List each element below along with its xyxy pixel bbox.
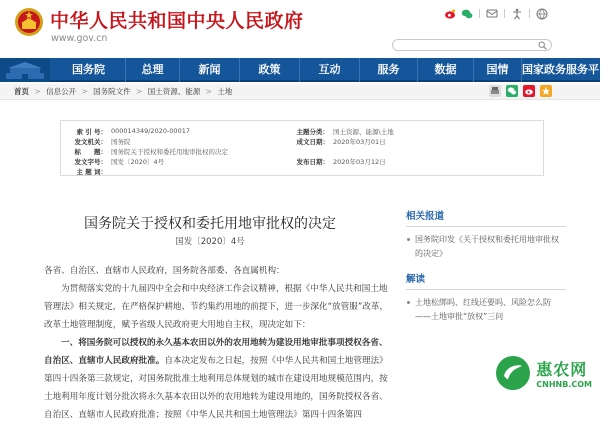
breadcrumb-land[interactable]: 土地 [217,87,233,96]
breadcrumb-state-council-docs[interactable]: 国务院文件 [93,87,131,96]
meta-row [61,147,543,155]
document-meta-table [60,120,544,176]
sidebar [406,208,566,332]
article-paragraph: 为贯彻落实党的十九届四中全会和中央经济工作会议精神，根据《中华人民共和国土地管理法》相关规定，在严格保护耕地、节约集约用地的前提下，进一步深化“放管服”改革，改革土地管理制度，赋予省级人民政府更大用地自主权，现决定如下： [44,284,389,330]
breadcrumb-land-energy[interactable]: 国土资源、能源 [147,87,201,96]
nav-item-national-info[interactable]: 国情 [474,58,522,82]
print-icon[interactable] [489,85,501,97]
nav-item-premier[interactable]: 总理 [126,58,180,82]
interpretation-link[interactable] [406,296,566,324]
wechat-icon[interactable] [461,8,473,20]
nav-item-state-council[interactable]: 国务院 [52,58,126,82]
english-icon[interactable] [536,8,548,20]
bullet-icon [407,238,410,241]
share-bar [489,85,552,97]
meta-issuer-value: 国务院 [111,138,131,146]
interpretation-heading: 解读 [406,271,566,290]
meta-created-label: 成文日期： [296,138,329,146]
meta-title-value: 国务院关于授权和委托用地审批权的决定 [111,148,228,156]
interpretation-text[interactable]: 土地松绑吗、红线还要吗、风险怎么防——土地审批“放权”三问 [415,298,551,321]
search-input[interactable] [392,39,552,51]
meta-row [61,157,543,165]
meta-created-value: 2020年03月01日 [333,138,386,146]
tiananmen-icon [0,58,50,82]
meta-subject-value: 国土资源、能源\土地 [333,128,394,136]
tool-divider: | [477,9,481,19]
meta-subject-label: 主题分类： [296,128,329,136]
article-title: 国务院关于授权和委托用地审批权的决定 [84,216,336,232]
meta-published-value: 2020年03月12日 [333,158,386,166]
site-header [0,0,600,58]
nav-item-services[interactable]: 服务 [360,58,418,82]
nav-home-block[interactable] [0,58,50,82]
article-section-body: 自本决定发布之日起，按照《中华人民共和国土地管理法》第四十四条第三款规定，对国务院批准土地利用总体规划的城市在建设用地规模范围内，按土地利用年度计划分批次将永久基本农田以外的农用地转为建设用地的，国务院授权各省、自治区、直辖市人民政府批准；按照《中华人民共和国土地管理法》第四十四条第四 [44,356,388,420]
nav-item-news[interactable]: 新闻 [180,58,240,82]
article-doc-number: 国发〔2020〕4号 [175,237,245,247]
meta-row [61,167,543,175]
meta-published-label: 发布日期： [296,158,329,166]
national-emblem-icon[interactable] [14,6,44,38]
header-tools [444,8,548,20]
accessibility-icon[interactable] [511,8,523,20]
tool-divider: | [527,9,531,19]
related-report-link[interactable] [406,233,566,261]
related-report-text[interactable]: 国务院印发《关于授权和委托用地审批权的决定》 [415,235,559,258]
cnhnb-logo-icon [494,354,532,392]
article-section-heading: 一、将国务院可以授权的永久基本农田以外的农用地转为建设用地审批事项授权各省、自治区、直辖市人民政府批准。 [44,338,388,366]
meta-keywords-label: 主 题 词： [76,168,107,176]
qzone-share-icon[interactable] [540,85,552,97]
breadcrumb [0,84,600,100]
tool-divider: | [502,9,506,19]
breadcrumb-separator: > [205,87,212,96]
meta-docno-value: 国发〔2020〕4号 [111,158,165,166]
site-name[interactable]: 中华人民共和国中央人民政府 [50,10,304,32]
breadcrumb-separator: > [136,87,143,96]
wechat-share-icon[interactable] [506,85,518,97]
nav-items [52,58,610,82]
meta-docno-label: 发文字号： [74,158,107,166]
weibo-icon[interactable] [444,8,456,20]
breadcrumb-separator: > [34,87,41,96]
meta-title-label: 标 题： [74,148,107,156]
breadcrumb-info-disclosure[interactable]: 信息公开 [46,87,77,96]
nav-item-data[interactable]: 数据 [418,58,474,82]
meta-index-value: 000014349/2020-00017 [111,127,190,135]
nav-item-interaction[interactable]: 互动 [300,58,360,82]
article-paragraph [44,334,392,420]
watermark-title: 惠农网 [536,360,588,379]
message-icon[interactable] [486,8,498,20]
breadcrumb-separator: > [81,87,88,96]
nav-item-service-platform[interactable]: 国家政务服务平台 [522,63,610,76]
related-reports-heading: 相关报道 [406,208,566,227]
search-icon[interactable] [538,41,547,50]
meta-issuer-label: 发文机关： [74,138,107,146]
watermark-domain: CNHNB.COM [536,380,592,389]
meta-index-label: 索 引 号： [76,128,107,136]
main-nav [0,58,610,82]
site-url[interactable]: www.gov.cn [51,33,108,44]
nav-item-policy[interactable]: 政策 [240,58,300,82]
meta-row [61,127,543,135]
cnhnb-watermark [494,354,592,392]
breadcrumb-home[interactable]: 首页 [14,87,29,96]
article-paragraph: 各省、自治区、直辖市人民政府，国务院各部委、各直属机构： [44,266,285,276]
weibo-share-icon[interactable] [523,85,535,97]
bullet-icon [407,301,410,304]
meta-row [61,137,543,145]
